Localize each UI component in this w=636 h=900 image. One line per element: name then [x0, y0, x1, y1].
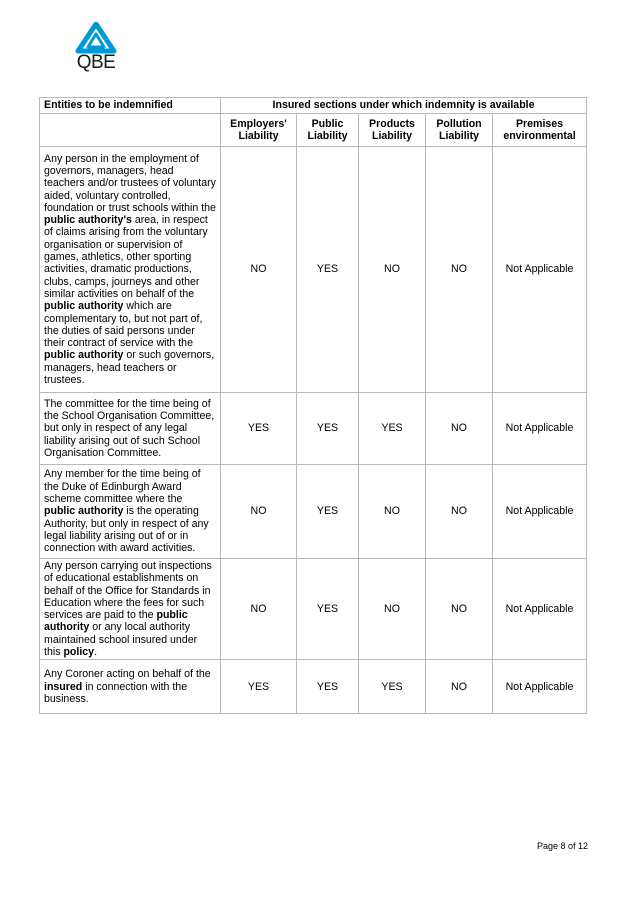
col-header-line: Liability [307, 130, 348, 142]
entity-text-bold: public authority [44, 505, 124, 518]
entity-text: or any local authority maintained school insured under this [44, 621, 198, 659]
col-employers-liability [221, 114, 297, 147]
entity-text: . [94, 646, 98, 659]
value-premises-environmental: Not Applicable [493, 559, 587, 660]
blank-header-cell [40, 114, 221, 147]
entity-text-bold: policy [63, 646, 95, 659]
col-header-line: Liability [371, 130, 413, 142]
value-employers-liability: NO [221, 147, 297, 393]
value-products-liability: YES [359, 393, 426, 465]
entity-cell [40, 465, 221, 559]
value-premises-environmental: Not Applicable [493, 660, 587, 714]
value-products-liability: YES [359, 660, 426, 714]
entity-text-bold: public authority's [44, 214, 132, 227]
value-employers-liability: NO [221, 559, 297, 660]
table-row [40, 559, 587, 660]
value-premises-environmental: Not Applicable [493, 393, 587, 465]
value-products-liability: NO [359, 559, 426, 660]
column-header-row [40, 114, 587, 147]
qbe-logo [72, 22, 120, 74]
entity-cell [40, 660, 221, 714]
entity-text: or such governors, managers, head teachers or trustees. [44, 349, 215, 387]
sections-header: Insured sections under which indemnity is available [221, 98, 587, 114]
col-header-line: Pollution [436, 117, 482, 130]
entity-text: in connection with the business. [44, 680, 188, 706]
col-header-line: Liability [238, 130, 279, 142]
col-header-line: Liability [438, 130, 480, 142]
col-public-liability [297, 114, 359, 147]
value-pollution-liability: NO [426, 660, 493, 714]
value-public-liability: YES [297, 465, 359, 559]
entity-text-bold: insured [44, 680, 83, 693]
value-pollution-liability: NO [426, 147, 493, 393]
entities-header: Entities to be indemnified [40, 98, 221, 114]
value-employers-liability: YES [221, 393, 297, 465]
col-products-liability [359, 114, 426, 147]
col-premises-environmental [493, 114, 587, 147]
value-products-liability: NO [359, 465, 426, 559]
value-public-liability: YES [297, 393, 359, 465]
value-premises-environmental: Not Applicable [493, 147, 587, 393]
value-public-liability: YES [297, 660, 359, 714]
entity-text: is the operating Authority, but only in respect of any legal liability arising out of or in connection with award activities. [44, 505, 209, 555]
value-pollution-liability: NO [426, 393, 493, 465]
table-row [40, 660, 587, 714]
col-header-line: Premises [515, 117, 564, 130]
qbe-logo-icon [72, 22, 120, 54]
value-public-liability: YES [297, 147, 359, 393]
col-header-line: Products [369, 117, 415, 130]
indemnity-table [39, 97, 587, 714]
entity-text: Any member for the time being of the Duke of Edinburgh Award scheme committee where the [44, 468, 201, 506]
col-header-line: Employers' [230, 117, 287, 130]
entity-text: which are complementary to, but not part of, the duties of said persons under their contract of service with the [44, 300, 203, 350]
value-employers-liability: NO [221, 465, 297, 559]
value-pollution-liability: NO [426, 559, 493, 660]
entity-text: Any person in the employment of governors, managers, head teachers and/or trustees of voluntary aided, voluntary controlled, foundation or trust schools within the [44, 152, 216, 214]
table-row [40, 465, 587, 559]
entity-text: area, in respect of claims arising from the voluntary organisation or supervision of games, athletics, other sporting activities, dramatic productions, clubs, camps, journeys and other similar activities on behalf of the [44, 214, 208, 300]
entity-cell [40, 147, 221, 393]
entity-text: Any person carrying out inspections of educational establishments on behalf of the Office for Standards in Education where the fees for such services are paid to the [44, 560, 212, 622]
entity-text: Any Coroner acting on behalf of the [44, 668, 211, 681]
col-header-line: Public [311, 117, 344, 130]
entity-text-bold: public authority [44, 349, 124, 362]
value-pollution-liability: NO [426, 465, 493, 559]
entity-cell [40, 393, 221, 465]
logo-wordmark: QBE [76, 52, 116, 73]
value-employers-liability: YES [221, 660, 297, 714]
table-row [40, 393, 587, 465]
entity-cell [40, 559, 221, 660]
table-row [40, 147, 587, 393]
entity-text-bold: public authority [44, 300, 124, 313]
col-header-line: environmental [503, 130, 576, 142]
value-products-liability: NO [359, 147, 426, 393]
page-number: Page 8 of 12 [536, 841, 588, 851]
value-premises-environmental: Not Applicable [493, 465, 587, 559]
col-pollution-liability [426, 114, 493, 147]
value-public-liability: YES [297, 559, 359, 660]
entity-text: The committee for the time being of the School Organisation Committee, but only in respect of any legal liability arising out of such School Organisation Committee. [44, 397, 215, 459]
table-header-row [40, 98, 587, 114]
entity-text-bold: public authority [44, 609, 188, 634]
